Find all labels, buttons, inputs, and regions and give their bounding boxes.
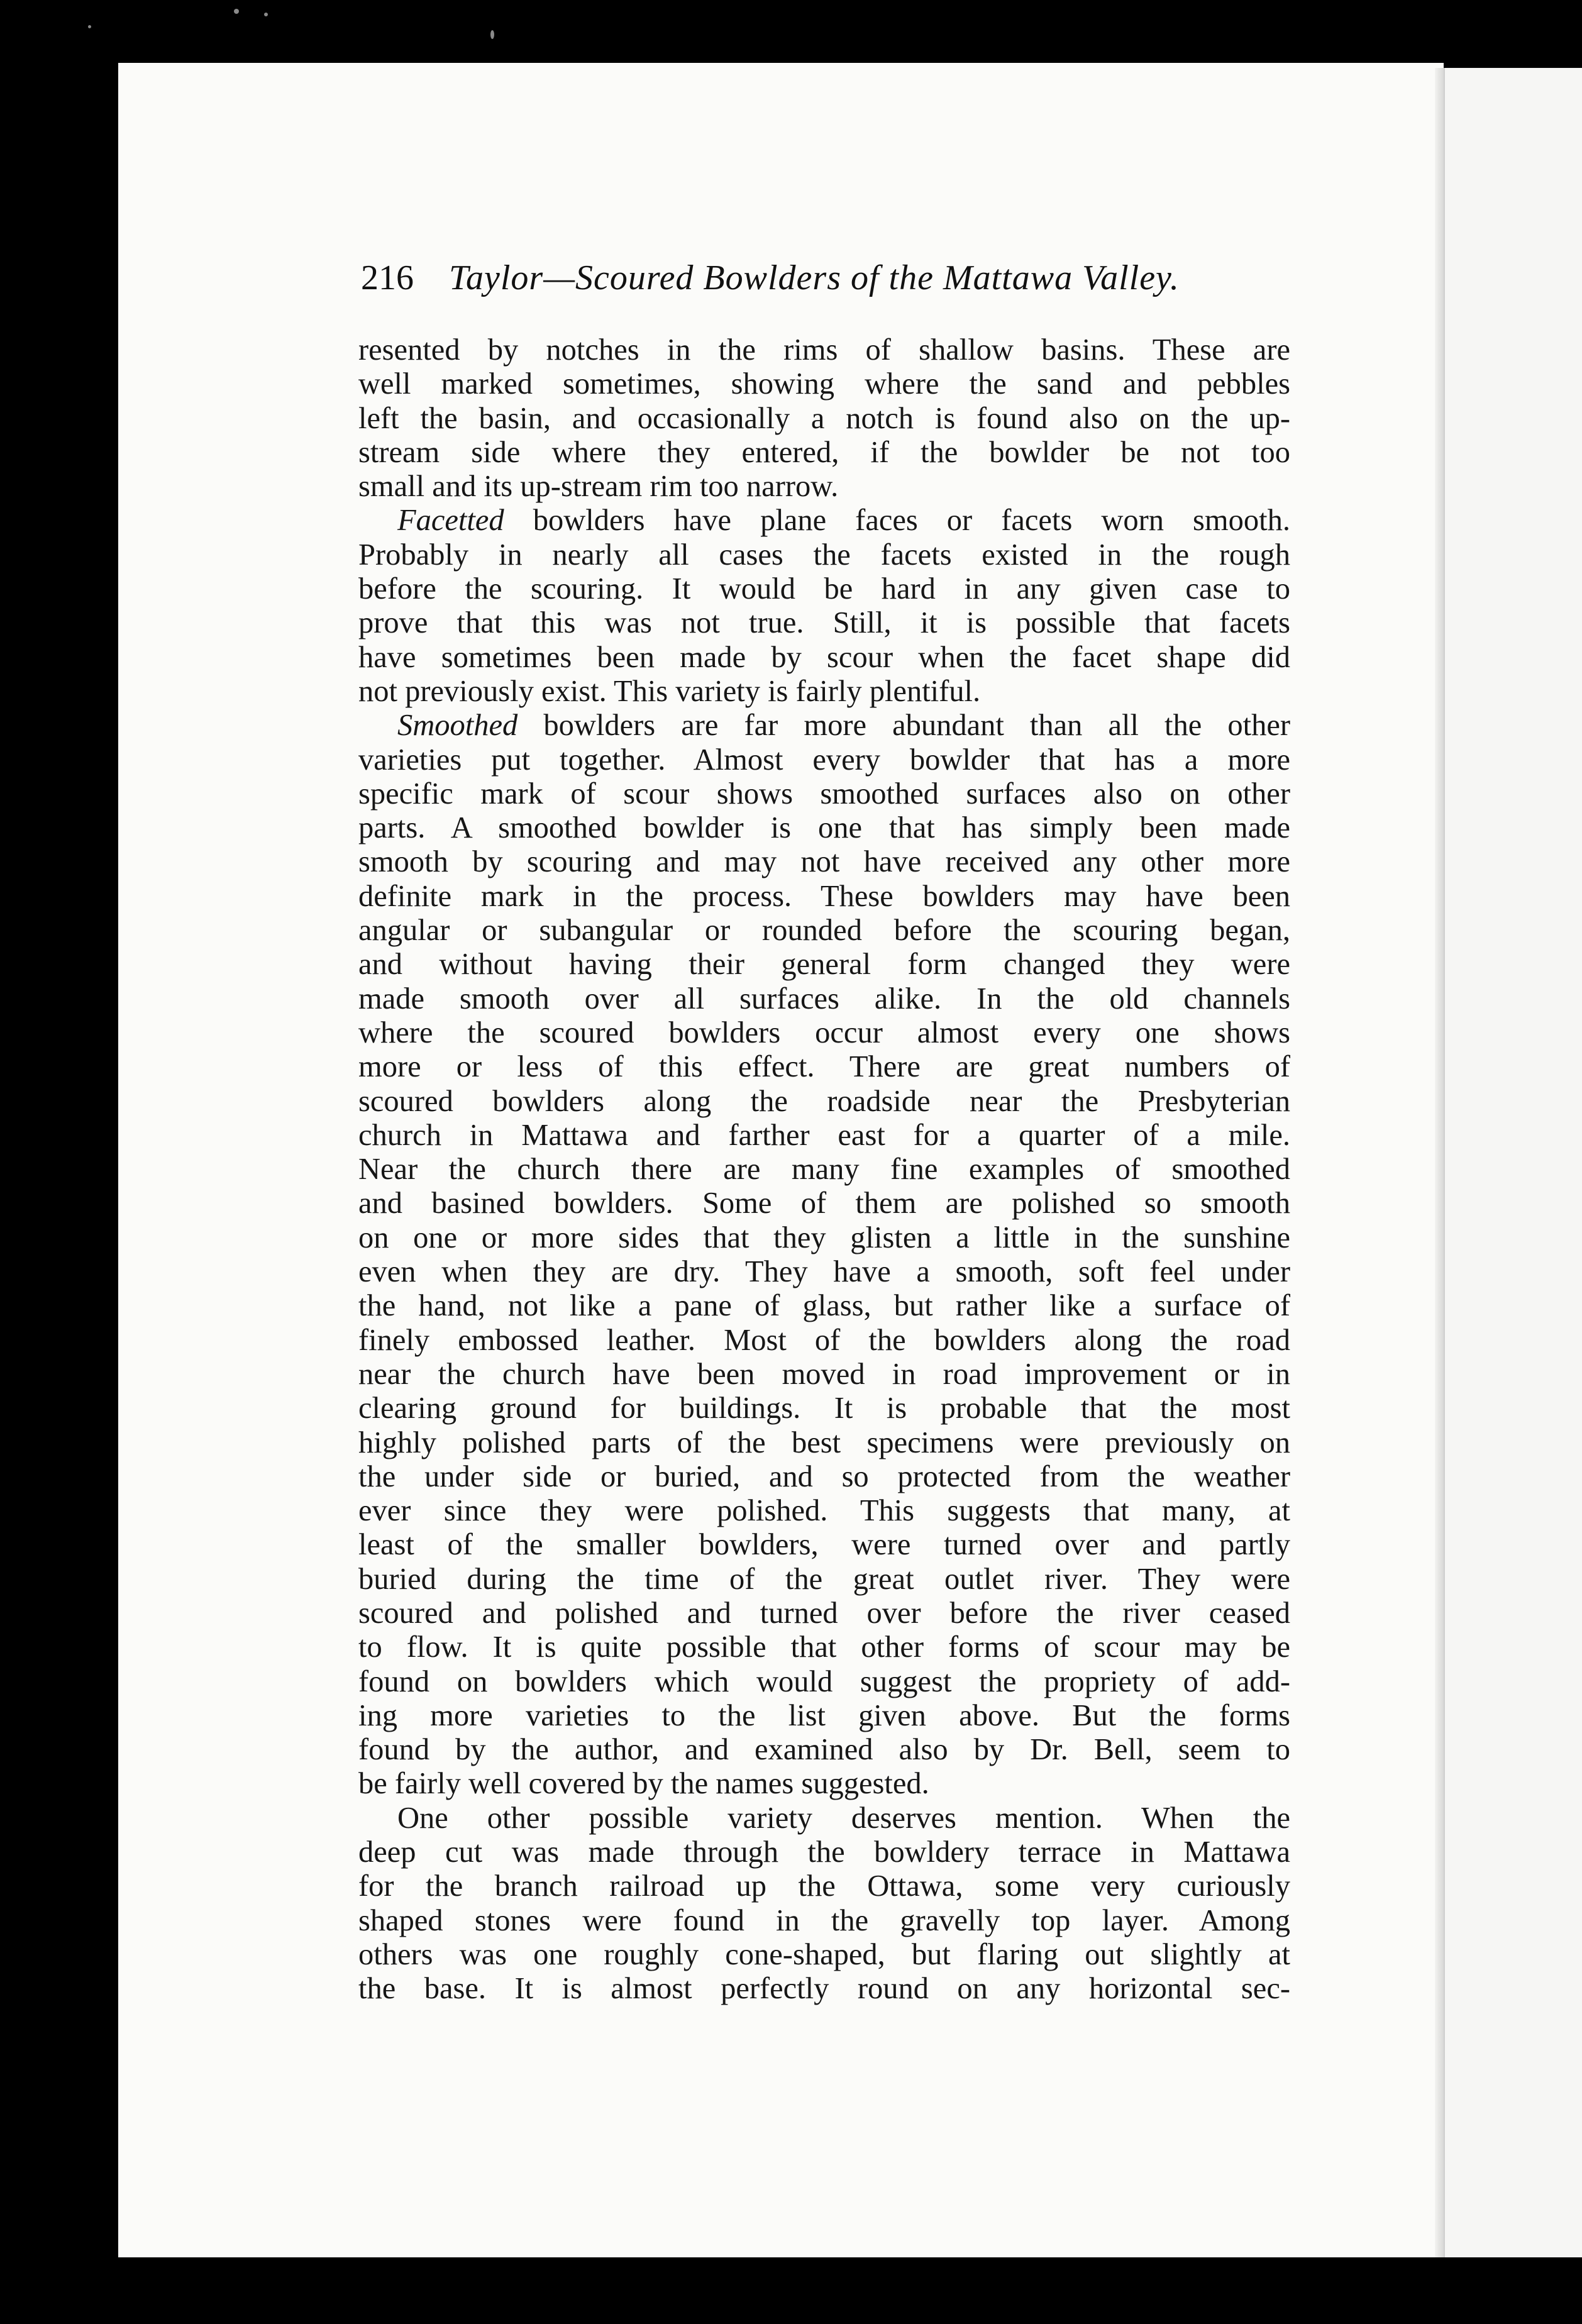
text-line-paragraph-start xyxy=(358,504,1290,538)
text-line: ever since they were polished. This suggests that many, at xyxy=(358,1494,1290,1528)
dust-speck xyxy=(264,13,268,16)
page-fold-shadow xyxy=(1435,68,1444,2257)
text-line: angular or subangular or rounded before the scouring began, xyxy=(358,914,1290,948)
facing-page-edge xyxy=(1444,68,1582,2257)
text-line: the base. It is almost perfectly round on any horizontal sec- xyxy=(358,1972,1290,2006)
text-line: to flow. It is quite possible that other forms of scour may be xyxy=(358,1630,1290,1664)
text-line: found on bowlders which would suggest the propriety of add- xyxy=(358,1664,1290,1698)
text-line: found by the author, and examined also by Dr. Bell, seem to xyxy=(358,1733,1290,1767)
running-header xyxy=(361,258,1292,321)
term-smoothed: Smoothed xyxy=(397,709,518,743)
text-line: Near the church there are many fine examples of smoothed xyxy=(358,1153,1290,1187)
text-line: others was one roughly cone-shaped, but flaring out slightly at xyxy=(358,1937,1290,1971)
text-line: not previously exist. This variety is fairly plentiful. xyxy=(358,674,981,708)
dust-speck xyxy=(490,30,494,39)
text-line: stream side where they entered, if the bowlder be not too xyxy=(358,435,1290,469)
text-line: the under side or buried, and so protected from the weather xyxy=(358,1459,1290,1493)
text-line: well marked sometimes, showing where the sand and pebbles xyxy=(358,367,1290,401)
dust-speck xyxy=(88,25,91,28)
body-text xyxy=(358,333,1290,2006)
text-line: least of the smaller bowlders, were turned over and partly xyxy=(358,1528,1290,1562)
text-line: before the scouring. It would be hard in any given case to xyxy=(358,572,1290,606)
text-line: finely embossed leather. Most of the bowlders along the road xyxy=(358,1323,1290,1357)
text-line: scoured and polished and turned over before the river ceased xyxy=(358,1596,1290,1630)
text-line: be fairly well covered by the names suggested. xyxy=(358,1767,929,1801)
text-line: deep cut was made through the bowldery terrace in Mattawa xyxy=(358,1835,1290,1869)
text-line: prove that this was not true. Still, it is possible that facets xyxy=(358,606,1290,640)
text-line: clearing ground for buildings. It is probable that the most xyxy=(358,1392,1290,1425)
text-line: buried during the time of the great outlet river. They were xyxy=(358,1562,1290,1596)
text-line: smooth by scouring and may not have received any other more xyxy=(358,845,1290,879)
text-line: shaped stones were found in the gravelly top layer. Among xyxy=(358,1903,1290,1937)
text-line: definite mark in the process. These bowlders may have been xyxy=(358,879,1290,913)
text-line: more or less of this effect. There are great numbers of xyxy=(358,1050,1290,1084)
text-line-rest: bowlders are far more abundant than all the other xyxy=(543,709,1290,743)
text-line: the hand, not like a pane of glass, but rather like a surface of xyxy=(358,1289,1290,1323)
text-line: resented by notches in the rims of shallow basins. These are xyxy=(358,333,1290,367)
term-facetted: Facetted xyxy=(397,504,504,538)
text-line: varieties put together. Almost every bowlder that has a more xyxy=(358,743,1290,777)
text-line: ing more varieties to the list given above. But the forms xyxy=(358,1698,1290,1732)
text-line-rest: bowlders have plane faces or facets worn smooth. xyxy=(533,504,1290,538)
text-line: have sometimes been made by scour when the facet shape did xyxy=(358,640,1290,674)
text-line-paragraph-start: One other possible variety deserves mention. When the xyxy=(397,1801,1290,1835)
page-number: 216 xyxy=(361,258,414,297)
scan-bottom-border xyxy=(0,2257,1582,2324)
text-line: scoured bowlders along the roadside near the Presbyterian xyxy=(358,1084,1290,1118)
text-line: where the scoured bowlders occur almost every one shows xyxy=(358,1015,1290,1049)
running-title: Taylor—Scoured Bowlders of the Mattawa Valley. xyxy=(449,258,1180,297)
text-line: and without having their general form changed they were xyxy=(358,948,1290,982)
text-line: parts. A smoothed bowlder is one that has simply been made xyxy=(358,811,1290,845)
text-line: on one or more sides that they glisten a little in the sunshine xyxy=(358,1220,1290,1254)
text-line: near the church have been moved in road improvement or in xyxy=(358,1357,1290,1391)
text-line: even when they are dry. They have a smooth, soft feel under xyxy=(358,1255,1290,1289)
text-line: church in Mattawa and farther east for a quarter of a mile. xyxy=(358,1118,1290,1152)
text-line: for the branch railroad up the Ottawa, some very curiously xyxy=(358,1869,1290,1903)
text-line: made smooth over all surfaces alike. In the old channels xyxy=(358,982,1290,1015)
text-line: Probably in nearly all cases the facets existed in the rough xyxy=(358,538,1290,572)
text-line: highly polished parts of the best specimens were previously on xyxy=(358,1425,1290,1459)
text-line-paragraph-start xyxy=(358,709,1290,743)
text-line: left the basin, and occasionally a notch is found also on the up- xyxy=(358,401,1290,435)
dust-speck xyxy=(234,9,239,14)
scan-top-border xyxy=(0,0,1582,63)
text-line: small and its up-stream rim too narrow. xyxy=(358,470,839,504)
text-line: specific mark of scour shows smoothed surfaces also on other xyxy=(358,777,1290,811)
text-line: and basined bowlders. Some of them are polished so smooth xyxy=(358,1187,1290,1220)
